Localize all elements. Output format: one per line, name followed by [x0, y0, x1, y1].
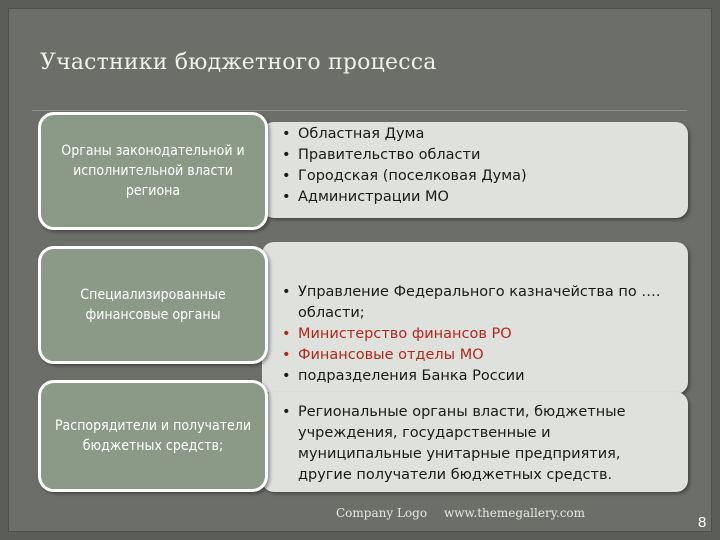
- title-divider: [32, 110, 687, 111]
- list-item: • Городская (поселковая Дума): [276, 166, 678, 187]
- category-box-recipients: [38, 380, 268, 492]
- bullet-icon: •: [282, 347, 291, 363]
- bullet-icon: •: [282, 404, 291, 420]
- bullet-icon: •: [282, 368, 291, 384]
- list-item: • подразделения Банка России: [276, 366, 678, 387]
- bullet-icon: •: [282, 147, 291, 163]
- list-item: • Региональные органы власти, бюджетные учреждения, государственные и муниципальные унитарные предприятия, другие получатели бюджетных средств.: [282, 404, 626, 483]
- category-box-financial: [38, 246, 268, 364]
- page-number: 8: [698, 514, 707, 531]
- category-label: Органы законодательной и исполнительной власти региона: [61, 143, 245, 199]
- category-label: Распорядители и получатели бюджетных средств;: [54, 418, 252, 454]
- bullet-icon: •: [282, 326, 291, 342]
- participants-list-2: [276, 282, 678, 387]
- bullet-icon: •: [282, 126, 291, 142]
- category-label: Специализированные финансовые органы: [80, 287, 226, 323]
- footer-company-logo: Company Logo: [336, 506, 428, 520]
- list-item: • Администрации МО: [276, 187, 678, 208]
- footer-url: www.themegallery.com: [444, 506, 586, 520]
- bullet-icon: •: [282, 189, 291, 205]
- list-item: • Финансовые отделы МО: [276, 345, 678, 366]
- list-item: • Министерство финансов РО: [276, 324, 678, 345]
- list-item: • Правительство области: [276, 145, 678, 166]
- bullet-icon: •: [282, 168, 291, 184]
- participants-list-box-2: [262, 242, 688, 394]
- slide-title: Участники бюджетного процесса: [40, 50, 437, 75]
- participants-list-box-3: [262, 392, 688, 492]
- participants-list-3: [276, 402, 678, 486]
- participants-list-1: [276, 124, 678, 208]
- list-item: • Областная Дума: [276, 124, 678, 145]
- category-box-legislative: [38, 112, 268, 230]
- bullet-icon: •: [282, 284, 291, 300]
- list-item: • Управление Федерального казначейства по …. области;: [282, 284, 661, 321]
- participants-list-box-1: [262, 122, 688, 218]
